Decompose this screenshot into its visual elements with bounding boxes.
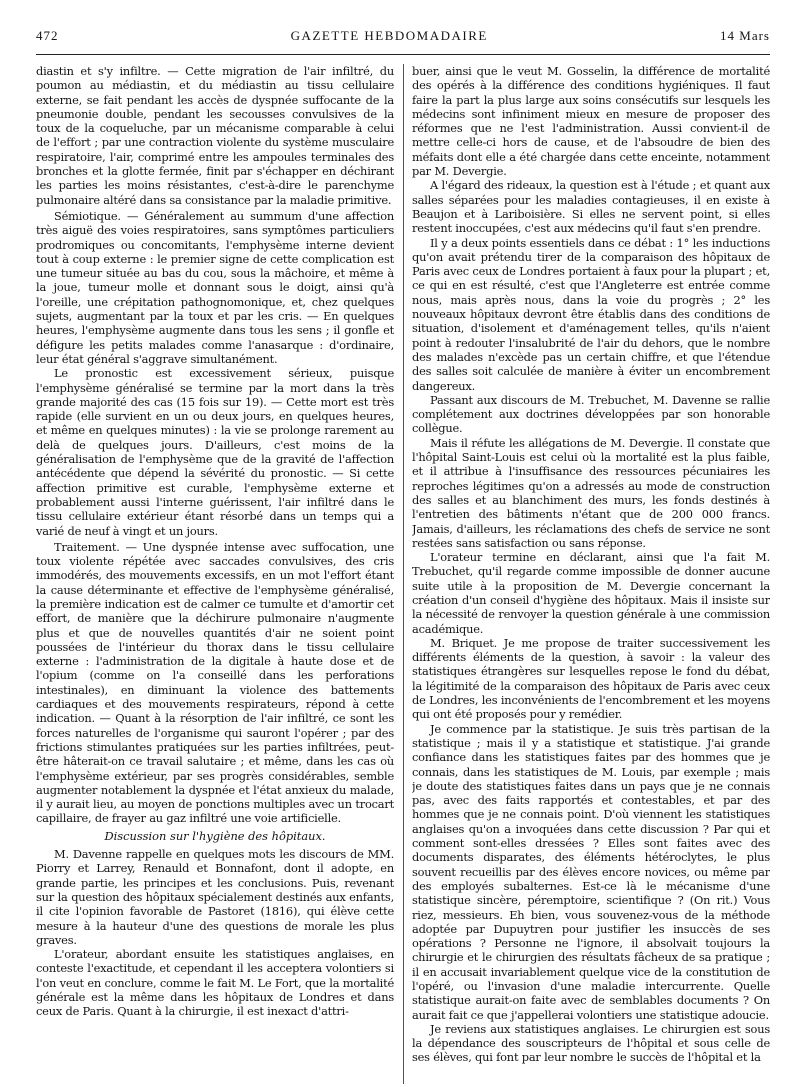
section-title: Discussion sur l'hygiène des hôpitaux. (104, 828, 326, 843)
paragraph: Je reviens aux statistiques anglaises. Le chirurgien est sous la dépendance des souscripteurs de l'hôpital et sous celle de ses élèves, qui font par leur nombre le succès de l'hôpital et la (412, 1021, 770, 1065)
paragraph: Il y a deux points essentiels dans ce débat : 1° les inductions qu'on avait prétendu tirer de la comparaison des hôpitaux de Paris avec ceux de Londres portaient à faux pour la plupart ; et, ce qui en est résulté, c'est que l'Angleterre est entrée comme nous, mais après nous, dans la voie du progrès ; 2° les nouveaux hôpitaux devront être établis dans des conditions de situation, d'isolement et d'aménagement telles, qu'ils n'aient point à redouter l'insalubrité de l'air du dehors, que le nombre des malades n'excède pas un certain chiffre, et que l'étendue des salles soit calculée de manière à éviter un encombrement dangereux. (412, 235, 770, 393)
paragraph: M. Davenne rappelle en quelques mots les discours de MM. Piorry et Larrey, Renauld et Bonnafont, dont il adopte, en grande partie, les principes et les conclusions. Puis, revenant sur la question des hôpitaux spécialement destinés aux enfants, il cite l'opinion favorable de Pastoret (1816), qui élève cette mesure à la hauteur d'une des questions de morale les plus graves. (36, 847, 394, 947)
paragraph-pronostic: Le pronostic est excessivement sérieux, puisque l'emphysème généralisé se termine par la mort dans la très grande majorité des cas (15 fois sur 19). — Cette mort est très rapide (elle survient en un ou deux jours, en quelques heures, et même en quelques minutes) : la vie se prolonge rarement au delà de quelques jours. D'ailleurs, c'est moins de la généralisation de l'emphysème que de la gravité de l'affection antécédente que dépend la sévérité du pronostic. — Si cette affection primitive est curable, l'emphysème externe et probablement aussi l'interne guérissent, l'air infiltré dans le tissu cellulaire extérieur étant résorbé dans un temps qui a varié de neuf à vingt et un jours. (36, 366, 394, 538)
column-divider (403, 64, 404, 1084)
journal-title: GAZETTE HEBDOMADAIRE (290, 28, 488, 43)
paragraph: Passant aux discours de M. Trebuchet, M. Davenne se rallie complétement aux doctrines développées par son honorable collègue. (412, 392, 770, 436)
paragraph: A l'égard des rideaux, la question est à l'étude ; et quant aux salles séparées pour les maladies contagieuses, il en existe à Beaujon et à Lariboisière. Si elles ne servent point, si elles restent inoccupées, c'est aux médecins qu'il faut s'en prendre. (412, 178, 770, 236)
paragraph: L'orateur, abordant ensuite les statistiques anglaises, en conteste l'exactitude, et cependant il les acceptera volontiers si l'on veut en conclure, comme le fait M. Le Fort, que la mortalité générale est la même dans les hôpitaux de Londres et dans ceux de Paris. Quant à la chirurgie, il est inexact d'attri- (36, 947, 394, 1019)
right-column (412, 64, 770, 1084)
page-number: 472 (36, 28, 59, 43)
left-column (36, 64, 394, 1084)
paragraph-traitement: Traitement. — Une dyspnée intense avec suffocation, une toux violente répétée avec saccades convulsives, des cris immodérés, des mouvements excessifs, en un mot l'effort étant la cause déterminante et effective de l'emphysème généralisé, la première indication est de calmer ce tumulte et d'amortir cet effort, de manière que la déchirure pulmonaire n'augmente plus et que de nouvelles quantités d'air ne soient point poussées de l'intérieur du thorax dans le tissu cellulaire externe : l'administration de la digitale à haute dose et de l'opium (comme on l'a conseillé dans les perforations intestinales), en diminuant la violence des battements cardiaques et des mouvements respirateurs, répond à cette indication. — Quant à la résorption de l'air infiltré, ce sont les forces naturelles de l'organisme qui sauront l'opérer ; par des frictions stimulantes pratiquées sur les parties infiltrées, peut-être hâterait-on ce travail salutaire ; et même, dans les cas où l'emphysème extérieur, par ses progrès considérables, semble augmenter notablement la dyspnée et l'état anxieux du malade, il y aurait lieu, au moyen de ponctions multiples avec un trocart capillaire, de frayer au gaz infiltré une voie artificielle. (36, 539, 394, 826)
paragraph: buer, ainsi que le veut M. Gosselin, la différence de mortalité des opérés à la différence des conditions hygiéniques. Il faut faire la part la plus large aux soins consécutifs sur lesquels les médecins sont infiniment mieux en mesure de proposer des réformes que ne l'est l'administration. Aussi convient-il de mettre celle-ci hors de cause, et de l'absoudre de bien des méfaits dont elle a été chargée dans cette enceinte, notamment par M. Devergie. (412, 64, 770, 179)
text-columns (36, 64, 770, 1084)
paragraph: L'orateur termine en déclarant, ainsi que l'a fait M. Trebuchet, qu'il regarde comme impossible de donner aucune suite utile à la proposition de M. Devergie concernant la création d'un conseil d'hygiène des hôpitaux. Mais il insiste sur la nécessité de renvoyer la question générale à une commission académique. (412, 550, 770, 636)
paragraph-briquet: M. Briquet. Je me propose de traiter successivement les différents éléments de la question, à savoir : la valeur des statistiques étrangères sur lesquelles repose le fond du débat, la légitimité de la comparaison des hôpitaux de Paris avec ceux de Londres, les inconvénients de l'encombrement et les moyens qui ont été proposés pour y remédier. (412, 635, 770, 722)
issue-date: 14 Mars (720, 28, 770, 43)
paragraph: Mais il réfute les allégations de M. Devergie. Il constate que l'hôpital Saint-Louis est celui où la mortalité est la plus faible, et il attribue à l'insuffisance des ressources pécuniaires les reproches légitimes qu'on a adressés au mode de construction des salles et au blanchiment des murs, les fonds destinés à l'entretien des bâtiments n'étant que de 200 000 francs. Jamais, d'ailleurs, les réclamations des chefs de service ne sont restées sans satisfaction ou sans réponse. (412, 435, 770, 550)
paragraph: diastin et s'y infiltre. — Cette migration de l'air infiltré, du poumon au médiastin, et du médiastin au tissu cellulaire externe, se fait pendant les accès de dyspnée suffocante de la pneumonie double, pendant les secousses convulsives de la toux de la coqueluche, par un mécanisme comparable à celui de l'effort ; par une contraction violente du système musculaire respiratoire, l'air, comprimé entre les ampoules terminales des bronches et la glotte fermée, finit par s'échapper en déchirant les parties les moins résistantes, c'est-à-dire le parenchyme pulmonaire altéré dans sa consistance par la maladie primitive. (36, 64, 394, 207)
header-rule (36, 54, 770, 55)
paragraph-semiotique: Sémiotique. — Généralement au summum d'une affection très aiguë des voies respiratoires, sans symptômes particuliers prodromiques ou concomitants, l'emphysème interne devient tout à coup externe : le premier signe de cette complication est une tumeur située au bas du cou, sous la mâchoire, et même à la joue, tumeur molle et donnant sous le doigt, ainsi qu'à l'oreille, une crépitation pathognomonique, et, chez quelques sujets, augmentant par la toux et par les cris. — En quelques heures, l'emphysème augmente dans tous les sens ; il gonfle et défigure les petits malades comme l'anasarque : d'ordinaire, leur état général s'aggrave simultanément. (36, 208, 394, 366)
paragraph: Je commence par la statistique. Je suis très partisan de la statistique ; mais il y a statistique et statistique. J'ai grande confiance dans les statistiques faites par des hommes que je connais, dans les statistiques de M. Louis, par exemple ; mais je doute des statistiques faites dans un pays que je ne connais pas, avec des faits rapportés et contestables, et par des hommes que je ne connais point. D'où viennent les statistiques anglaises qu'on a invoquées dans cette discussion ? Par qui et comment sont-elles dressées ? Elles sont faites avec des documents disparates, des éléments hétéroclytes, le plus souvent recueillis par des élèves encore novices, ou même par des employés subalternes. Est-ce là le mécanisme d'une statistique sincère, péremptoire, scientifique ? (On rit.) Vous riez, messieurs. Eh bien, vous souvenez-vous de la méthode adoptée par Dupuytren pour justifier les insuccès de ses opérations ? Personne ne l'ignore, il absolvait toujours la chirurgie et le chirurgien des résultats fâcheux de sa pratique ; il en accusait invariablement quelque vice de la constitution de l'opéré, ou l'invasion d'une maladie intercurrente. Quelle statistique aurait-on faite avec de semblables documents ? On aurait fait ce que j'appellerai volontiers une statistique adoucie. (412, 721, 770, 1022)
page-header (36, 28, 770, 48)
